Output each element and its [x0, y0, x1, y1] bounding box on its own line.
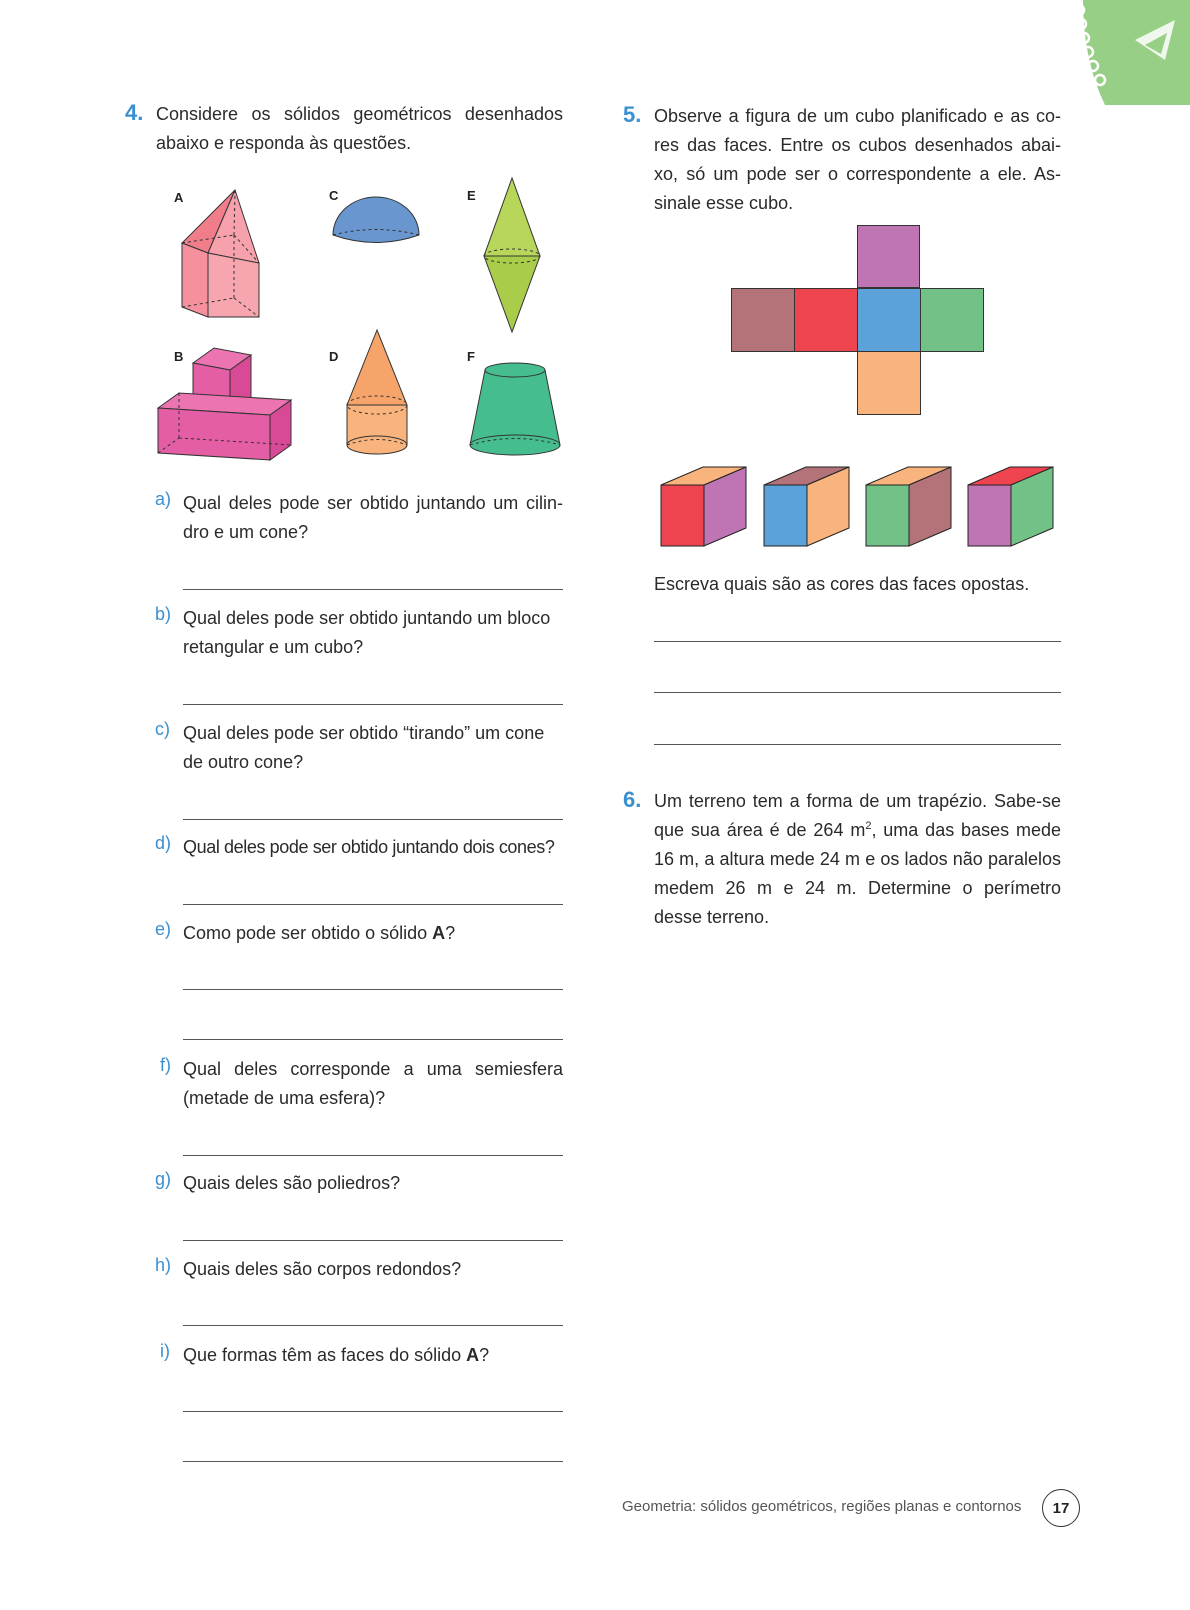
solid-b-l-block [158, 348, 291, 460]
label-d: D [329, 349, 339, 364]
label-e: E [467, 188, 476, 203]
q4-statement: Considere os sólidos geométricos desenhados abaixo e responda às questões. [156, 104, 563, 153]
q5-statement: Observe a figura de um cubo planificado e as co-res das faces. Entre os cubos desenhados abai-xo, só um pode ser o correspondente a ele. As-sinale esse cubo. [654, 106, 1061, 213]
sub-i-text: Que formas têm as faces do sólido A? [183, 1345, 490, 1365]
sub-f-letter: f) [160, 1055, 171, 1075]
answer-line-a[interactable] [183, 589, 563, 590]
solid-f-frustum [470, 363, 560, 455]
solids-figure [150, 170, 570, 470]
cube-option-4[interactable] [968, 467, 1053, 546]
label-b: B [174, 349, 184, 364]
notebook-corner-icon [1065, 0, 1190, 105]
answer-line-c[interactable] [183, 819, 563, 820]
q6-statement: Um terreno tem a forma de um trapézio. Sabe-se que sua área é de 264 $m^2$, uma das bases mede 16 m, a altura mede 24 m e os lados não paralelos medem 26 m e 24 m. Determine o perímetro desse terreno. [654, 791, 1061, 927]
answer-line-h[interactable] [183, 1325, 563, 1326]
net-face-purple [857, 225, 920, 288]
net-face-mauve [731, 288, 795, 352]
cube-option-1[interactable] [661, 467, 746, 546]
answer-line-g[interactable] [183, 1240, 563, 1241]
sub-d-letter: d) [155, 833, 172, 853]
sub-c-letter: c) [155, 719, 170, 739]
q4-number: 4. [125, 100, 144, 125]
sub-f-text: Qual deles corresponde a uma semiesfera (metade de uma esfera)? [183, 1059, 563, 1108]
answer-line-q5-2[interactable] [654, 692, 1061, 693]
answer-line-b[interactable] [183, 704, 563, 705]
answer-line-i1[interactable] [183, 1411, 563, 1412]
answer-line-f[interactable] [183, 1155, 563, 1156]
q5-number: 5. [623, 102, 642, 127]
page-number: 17 [1042, 1489, 1080, 1527]
sub-i-letter: i) [160, 1341, 170, 1361]
cube-net [731, 225, 986, 415]
answer-line-e2[interactable] [183, 1039, 563, 1040]
cube-option-2[interactable] [764, 467, 849, 546]
sub-g-text: Quais deles são poliedros? [183, 1173, 401, 1193]
sub-g-letter: g) [155, 1169, 172, 1189]
label-a: A [174, 190, 184, 205]
sub-h-letter: h) [155, 1255, 172, 1275]
sub-b-letter: b) [155, 604, 172, 624]
net-face-orange [857, 351, 921, 415]
answer-line-q5-3[interactable] [654, 744, 1061, 745]
solid-e-double-cone [484, 178, 540, 332]
cube-option-3[interactable] [866, 467, 951, 546]
label-c: C [329, 188, 339, 203]
sub-h-text: Quais deles são corpos redondos? [183, 1259, 462, 1279]
cube-options [655, 455, 1065, 555]
net-face-red [794, 288, 858, 352]
answer-line-q5-1[interactable] [654, 641, 1061, 642]
sub-c-text: Qual deles pode ser obtido “tirando” um cone de outro cone? [183, 723, 545, 772]
sub-d-text: Qual deles pode ser obtido juntando dois cones? [183, 837, 555, 857]
q5-prompt: Escreva quais são as cores das faces opostas. [654, 574, 1030, 594]
sub-a-text: Qual deles pode ser obtido juntando um cilin-dro e um cone? [183, 493, 563, 542]
solid-a-cube-pyramid [182, 190, 259, 317]
q6-number: 6. [623, 787, 642, 812]
sub-e-letter: e) [155, 919, 172, 939]
solid-d-cone-cylinder [347, 330, 407, 454]
net-face-blue [857, 288, 921, 352]
footer-title: Geometria: sólidos geométricos, regiões planas e contornos [622, 1498, 1022, 1515]
solid-c-hemisphere [333, 197, 419, 243]
answer-line-e1[interactable] [183, 989, 563, 990]
sub-b-text: Qual deles pode ser obtido juntando um bloco retangular e um cubo? [183, 608, 551, 657]
answer-line-i2[interactable] [183, 1461, 563, 1462]
sub-a-letter: a) [155, 489, 172, 509]
answer-line-d[interactable] [183, 904, 563, 905]
label-f: F [467, 349, 475, 364]
sub-e-text: Como pode ser obtido o sólido A? [183, 923, 456, 943]
net-face-green [920, 288, 984, 352]
